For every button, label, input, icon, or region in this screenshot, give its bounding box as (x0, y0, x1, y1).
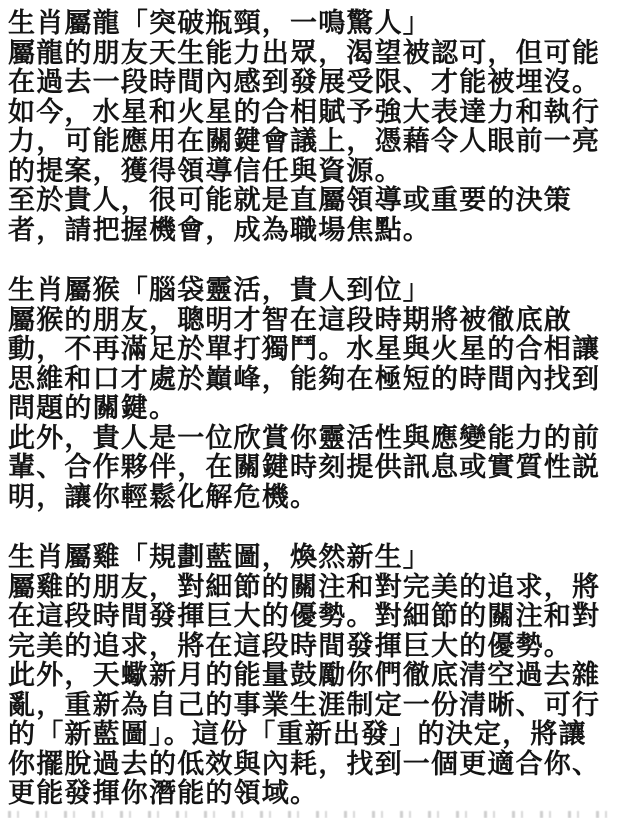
section-title-monkey: 生肖屬猴「腦袋靈活，貴人到位」 (8, 275, 431, 305)
text-line: 思維和口才處於巔峰，能夠在極短的時間內找到 (8, 363, 601, 394)
text-line: 亂，重新為自己的事業生涯制定一份清晰、可行 (8, 689, 601, 720)
text-line: 明，讓你輕鬆化解危機。 (8, 481, 319, 512)
section-title-dragon: 生肖屬龍「突破瓶頸，一鳴驚人」 (8, 8, 431, 38)
text-line: 動，不再滿足於單打獨鬥。水星與火星的合相讓 (8, 334, 601, 364)
text-line: 你擺脫過去的低效與內耗，找到一個更適合你、 (8, 748, 601, 779)
text-line: 屬猴的朋友，聰明才智在這段時期將被徹底啟 (8, 304, 572, 335)
text-line: 的提案，獲得領導信任與資源。 (8, 155, 403, 186)
section-title-rooster: 生肖屬雞「規劃藍圖，煥然新生」 (8, 542, 431, 572)
text-line: 力，可能應用在關鍵會議上，憑藉令人眼前一亮 (8, 126, 601, 156)
text-line: 屬龍的朋友天生能力出眾，渴望被認可，但可能 (8, 37, 601, 68)
zodiac-section-dragon (8, 9, 612, 245)
text-line: 在過去一段時間內感到發展受限、才能被埋沒。 (8, 67, 601, 97)
text-line: 更能發揮你潛能的領域。 (8, 778, 319, 808)
zodiac-section-monkey (8, 276, 612, 512)
text-line: 的「新藍圖」。這份「重新出發」的決定，將讓 (8, 719, 587, 749)
text-line: 此外，貴人是一位欣賞你靈活性與應變能力的前 (8, 422, 601, 453)
text-line: 輩、合作夥伴，在關鍵時刻提供訊息或實質性説 (8, 452, 601, 482)
text-line: 完美的追求，將在這段時間發揮巨大的優勢。 (8, 630, 572, 661)
text-line: 屬雞的朋友，對細節的關注和對完美的追求，將 (8, 571, 601, 602)
zodiac-section-rooster (8, 543, 612, 809)
text-line: 此外，天蠍新月的能量鼓勵你們徹底清空過去雜 (8, 660, 601, 690)
text-line: 者，請把握機會，成為職場焦點。 (8, 214, 431, 245)
text-line: 在這段時間發揮巨大的優勢。對細節的關注和對 (8, 601, 601, 631)
truncated-next-line-artifact (8, 811, 608, 818)
text-line: 問題的關鍵。 (8, 393, 178, 423)
text-line: 至於貴人，很可能就是直屬領導或重要的決策 (8, 185, 572, 215)
text-line: 如今，水星和火星的合相賦予強大表達力和執行 (8, 96, 601, 127)
